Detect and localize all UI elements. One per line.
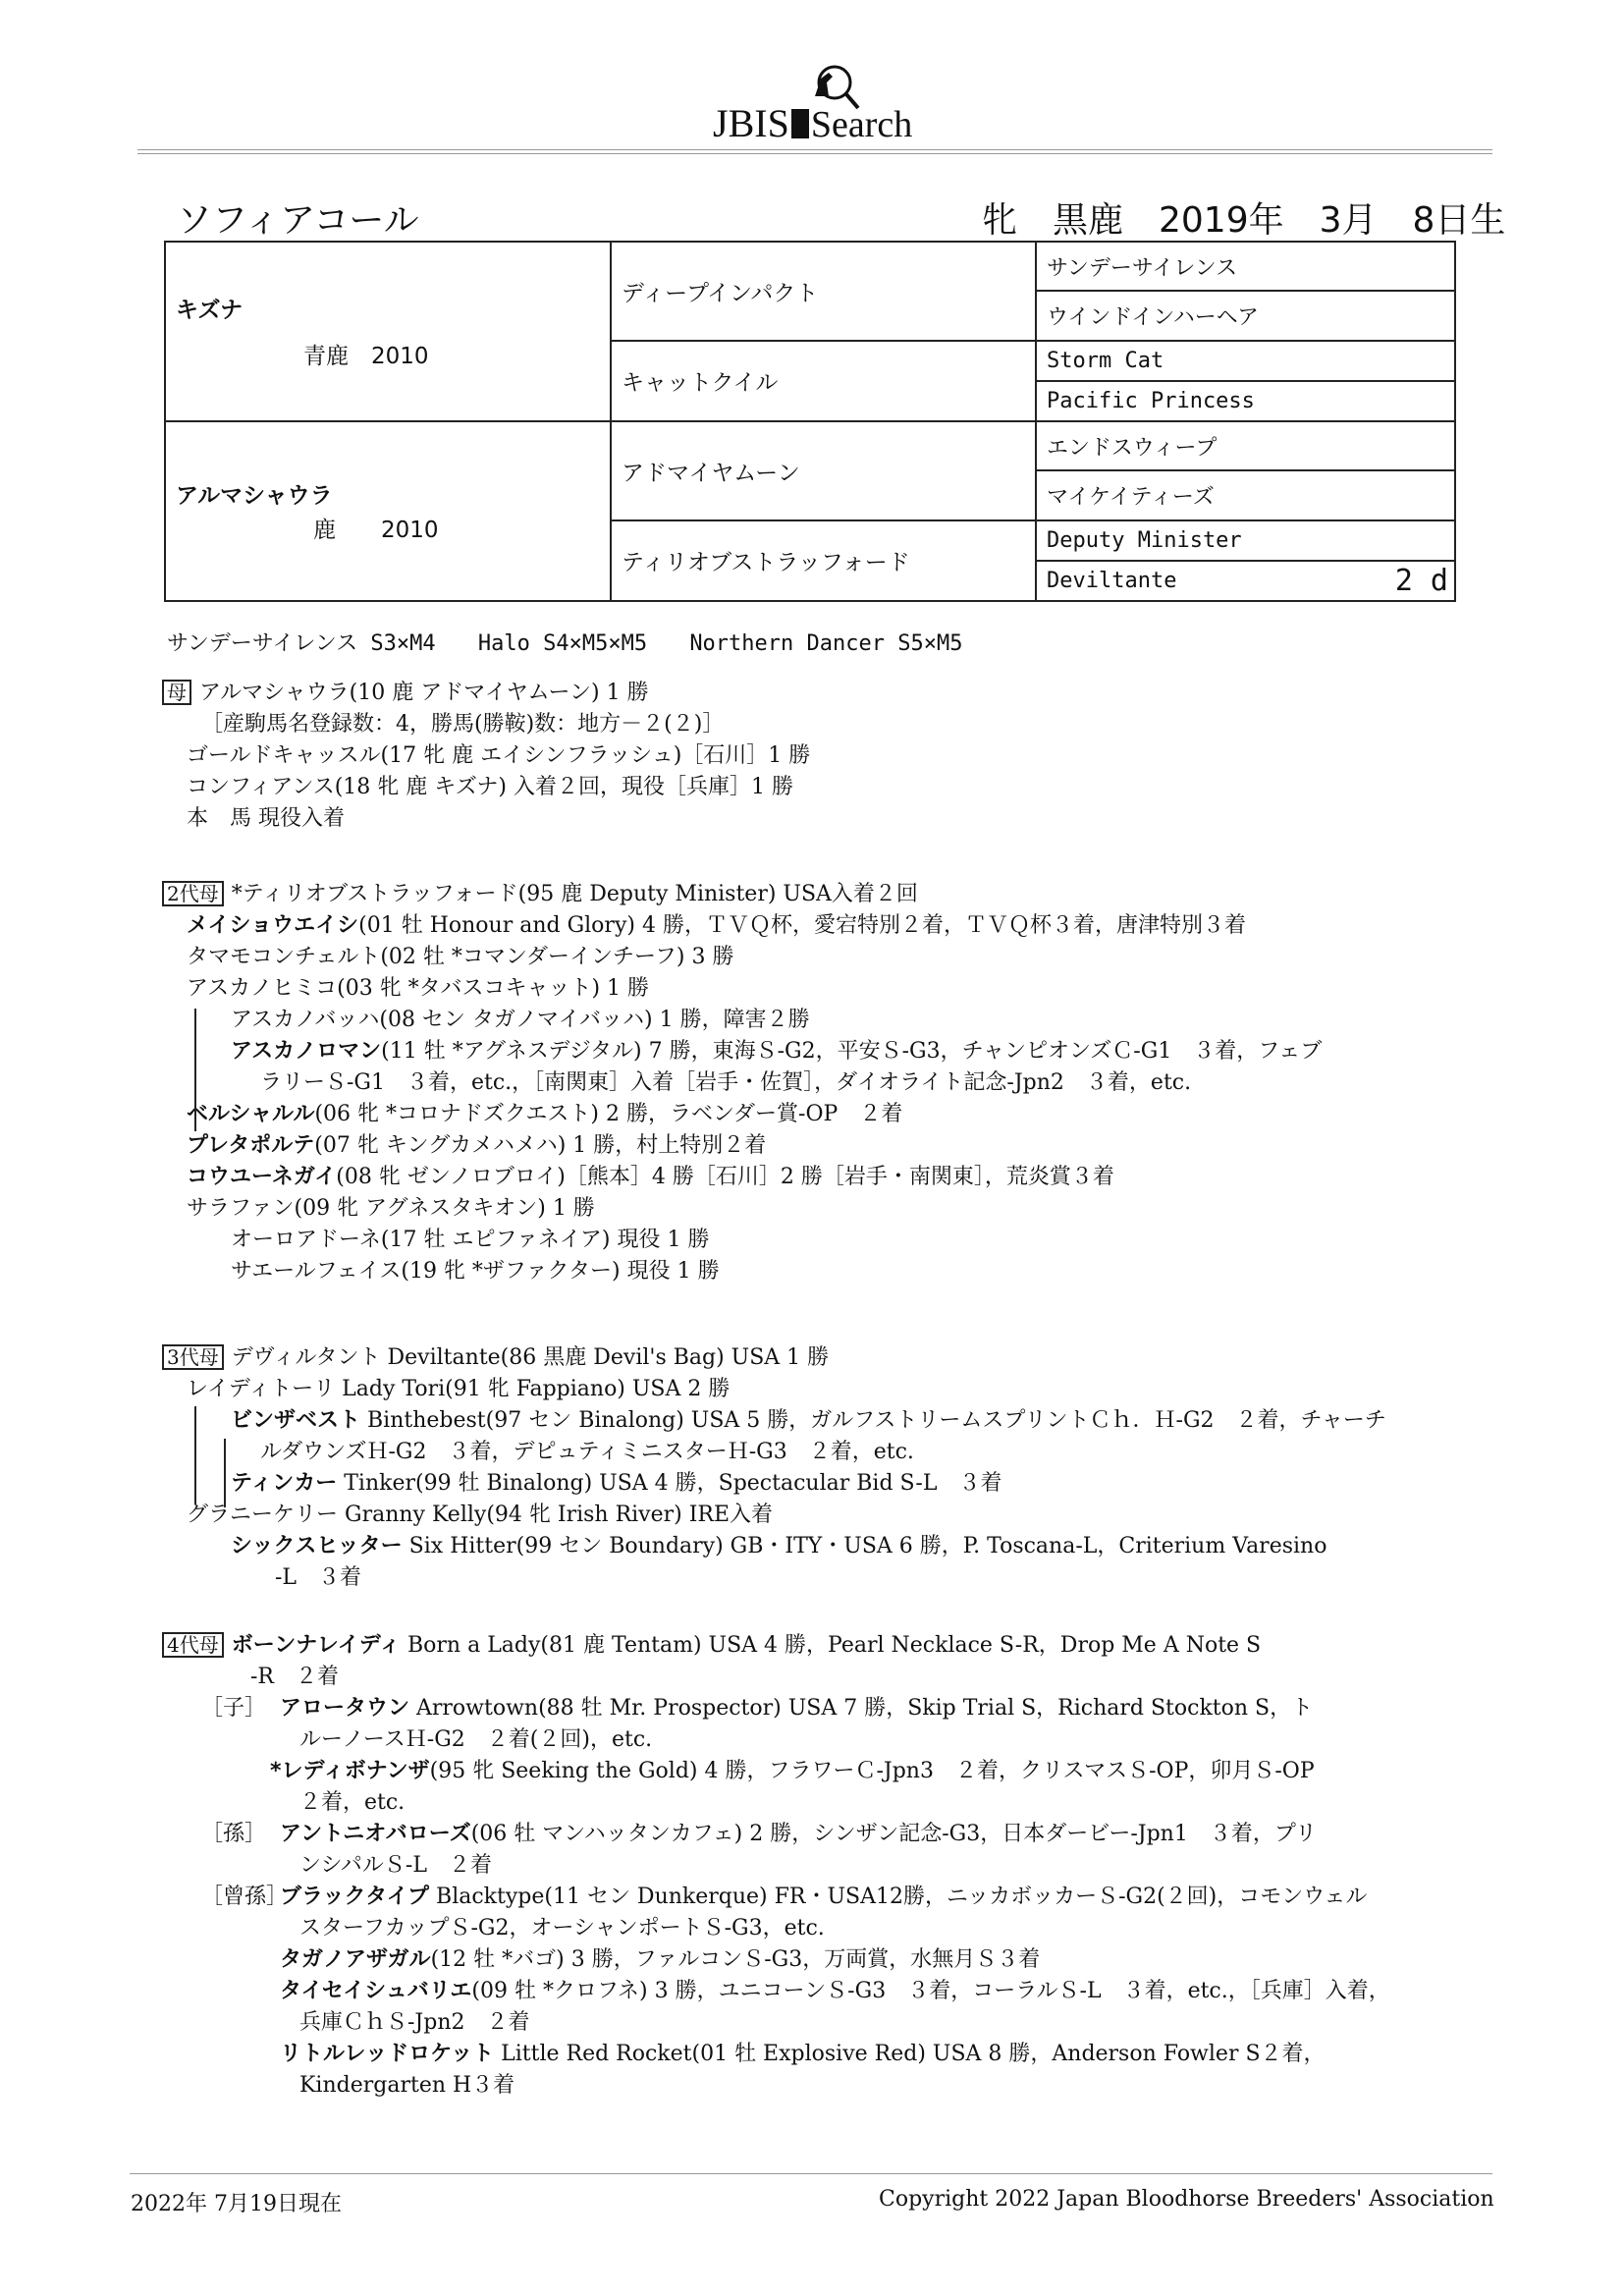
fourth-dam-head: Born a Lady(81 鹿 Tentam) USA 4 勝，Pearl Necklace S-R，Drop Me A Note S [401, 1633, 1262, 1658]
inbreeding-3: Northern Dancer S5×M5 [689, 631, 963, 656]
logo-text: JBIS Search [713, 101, 913, 145]
fourth-dam-head-cont: -R ２着 [250, 1665, 339, 1689]
dam-section [162, 678, 810, 835]
pedigree-mark: 2 d [1394, 564, 1448, 598]
sire-cell [165, 242, 611, 421]
second-dam-gfoal-2-cont: ラリーＳ-G1 ３着，etc.，［南関東］入着［岩手・佐賀］，ダイオライト記念-Jpn2 ３着，etc. [260, 1070, 1192, 1095]
great-grandchild-4-cont: Kindergarten H３着 [299, 2073, 515, 2098]
section-label-4th-dam: 4代母 [162, 1632, 224, 1658]
grandchild-1-cont: ンシパルＳ-L ２着 [299, 1853, 492, 1878]
third-dam-gfoal-3-cont: -L ３着 [275, 1565, 362, 1590]
third-dam-head: デヴィルタント Deviltante(86 黒鹿 Devil's Bag) USA 1 勝 [231, 1345, 830, 1370]
second-dam-gfoal-3: オーロアドーネ(17 牡 エピファネイア) 現役 1 勝 [231, 1228, 710, 1252]
section-label-3rd-dam: 3代母 [162, 1344, 224, 1370]
second-dam-gfoal-2: アスカノロマン(11 牡 *アグネスデジタル) 7 勝，東海Ｓ-G2，平安Ｓ-G3，チャンピオンズＣ-G1 ３着，フェブ [231, 1039, 1323, 1064]
second-dam-foal-4: ベルシャルル(06 牝 *コロナドズクエスト) 2 勝，ラベンダー賞-OP ２着 [187, 1102, 903, 1126]
second-dam-foal-1: メイショウエイシ(01 牡 Honour and Glory) 4 勝，ＴＶＱ杯，愛宕特別２着，ＴＶＱ杯３着，唐津特別３着 [187, 913, 1246, 938]
great-grandchild-4: リトルレッドロケット Little Red Rocket(01 牡 Explosive Red) USA 8 勝，Anderson Fowler S２着， [280, 2042, 1326, 2066]
sire-dam-cell: キャットクイル [611, 341, 1036, 421]
third-dam-gfoal-3: シックスヒッター Six Hitter(99 セン Boundary) GB・ITY・USA 6 勝，P. Toscana-L，Criterium Varesino [231, 1534, 1327, 1558]
dam-sire-cell: アドマイヤムーン [611, 421, 1036, 520]
ggp-5: エンドスウィープ [1036, 421, 1455, 470]
great-grandchild-2: タガノアザガル(12 牡 *バゴ) 3 勝，ファルコンＳ-G3，万両賞，水無月Ｓ３着 [280, 1947, 1041, 1972]
jbis-search-logo [687, 57, 943, 151]
grandchild-1: ［孫］ アントニオバローズ(06 牡 マンハッタンカフェ) 2 勝，シンザン記念-G3，日本ダービー-Jpn1 ３着，プリ [201, 1822, 1317, 1846]
second-dam-foal-3: アスカノヒミコ(03 牝 *タバスコキャット) 1 勝 [187, 976, 650, 1001]
child-1: ［子］ アロータウン Arrowtown(88 牡 Mr. Prospector) USA 7 勝，Skip Trial S，Richard Stockton S，ト [201, 1696, 1314, 1721]
dam-name: アルマシャウラ [176, 483, 333, 510]
third-dam-gfoal-2: ティンカー Tinker(99 牡 Binalong) USA 4 勝，Spectacular Bid S-L ３着 [231, 1471, 1002, 1496]
second-dam-gfoal-1: アスカノバッハ(08 セン タガノマイバッハ) 1 勝，障害２勝 [231, 1008, 810, 1032]
great-grandchild-1-cont: スターフカップＳ-G2，オーシャンポートＳ-G3，etc. [299, 1916, 825, 1941]
horse-info: 牝 黒鹿 2019年 3月 8日生 [982, 200, 1506, 241]
third-dam-section [162, 1342, 1386, 1594]
header-rule [137, 149, 1492, 150]
third-dam-gfoal-1: ビンザベスト Binthebest(97 セン Binalong) USA 5 勝，ガルフストリームスプリントＣｈ．Ｈ-G2 ２着，チャーチ [231, 1408, 1386, 1433]
ggp-4: Pacific Princess [1036, 381, 1455, 421]
ggp-1: サンデーサイレンス [1036, 242, 1455, 291]
sire-name: キズナ [176, 298, 244, 324]
dam-dam-cell: ティリオブストラッフォード [611, 520, 1036, 601]
child-2-cont: ２着，etc. [299, 1790, 406, 1815]
third-dam-gfoal-1-cont: ルダウンズＨ-G2 ３着，デピュティミニスターＨ-G3 ２着，etc. [260, 1440, 914, 1464]
dam-foal-2: コンフィアンス(18 牝 鹿 キズナ) 入着２回，現役［兵庫］1 勝 [187, 775, 793, 799]
dam-cell [165, 421, 611, 601]
inbreeding-line [167, 627, 992, 657]
ggp-7: Deputy Minister [1036, 520, 1455, 561]
footer-copyright: Copyright 2022 Japan Bloodhorse Breeders' Association [879, 2187, 1494, 2212]
dam-foal-1: ゴールドキャッスル(17 牝 鹿 エイシンフラッシュ)［石川］1 勝 [187, 743, 811, 768]
header-rule-2 [137, 153, 1492, 154]
inbreeding-1: サンデーサイレンス S3×M4 [167, 631, 436, 656]
horse-name: ソフィアコール [177, 200, 419, 241]
inbreeding-2: Halo S4×M5×M5 [477, 631, 648, 656]
great-grandchild-1: ［曾孫］ブラックタイプ Blacktype(11 セン Dunkerque) FR・USA12勝，ニッカボッカーＳ-G2(２回)，コモンウェル [201, 1885, 1368, 1909]
great-grandchild-3: タイセイシュバリエ(09 牡 *クロフネ) 3 勝，ユニコーンＳ-G3 ３着，コーラルＳ-L ３着，etc.，［兵庫］入着， [280, 1979, 1390, 2003]
footer-date: 2022年 7月19日現在 [131, 2192, 342, 2216]
ggp-6: マイケイティーズ [1036, 470, 1455, 519]
second-dam-foal-6: コウユーネガイ(08 牝 ゼンノロブロイ)［熊本］4 勝［石川］2 勝［岩手・南関東］，荒炎賞３着 [187, 1165, 1114, 1189]
fourth-dam-section: 4代母 ボーンナレイディ Born a Lady(81 鹿 Tentam) USA 4 勝，Pearl Necklace S-R，Drop Me A Note S -R ２着 ［子］ アロータウン Arrowtown(88 牡 Mr. Prospector) USA 7 勝，Skip Trial S，Richard Stockton S，ト ルーノースＨ-G2 ２着(２回)，etc. *レディボナンザ(95 牝 Seeking the Gold) 4 勝，フラワーＣ-Jpn3 ２着，クリスマスＳ-OP，卯月Ｓ-OP ２着，etc. ［孫］ アントニオバローズ(06 牡 マンハッタンカフェ) 2 勝，シンザン記念-G3，日本ダービー-Jpn1 ３着，プリ ンシパルＳ-L ２着 ［曾孫］ブラックタイプ Blacktype(11 セン Dunkerque) FR・USA12勝，ニッカボッカーＳ-G2(２回)，コモンウェル スターフカップＳ-G2，オーシャンポートＳ-G3，etc. タガノアザガル(12 牡 *バゴ) 3 勝，ファルコンＳ-G3，万両賞，水無月Ｓ３着 タイセイシュバリエ(09 牡 *クロフネ) 3 勝，ユニコーンＳ-G3 ３着，コーラルＳ-L ３着，etc.，［兵庫］入着， 兵庫ＣｈＳ-Jpn2 ２着 リトルレッドロケット Little Red Rocket(01 牡 Explosive Red) USA 8 勝，Anderson Fowler S２着， Kindergarten H３着 [162, 1630, 1390, 2102]
second-dam-foal-2: タマモコンチェルト(02 牡 *コマンダーインチーフ) 3 勝 [187, 945, 734, 969]
dam-info: 鹿 2010 [313, 518, 439, 544]
ggp-8: Deviltante 2 d [1036, 561, 1455, 601]
second-dam-foal-7: サラファン(09 牝 アグネスタキオン) 1 勝 [187, 1196, 595, 1221]
dam-foal-self: 本 馬 現役入着 [187, 806, 345, 831]
great-grandchild-3-cont: 兵庫ＣｈＳ-Jpn2 ２着 [299, 2010, 530, 2035]
tree-line-1 [194, 1009, 196, 1131]
tree-line-2 [194, 1406, 196, 1504]
footer-rule [130, 2173, 1492, 2174]
second-dam-section [162, 879, 1322, 1287]
dam-line: アルマシャウラ(10 鹿 アドマイヤムーン) 1 勝 [199, 681, 649, 705]
sire-info: 青鹿 2010 [303, 344, 429, 370]
third-dam-foal-1: レイディトーリ Lady Tori(91 牝 Fappiano) USA 2 勝 [187, 1377, 731, 1401]
second-dam-foal-5: プレタポルテ(07 牝 キングカメハメハ) 1 勝，村上特別２着 [187, 1133, 767, 1158]
child-1-cont: ルーノースＨ-G2 ２着(２回)，etc. [299, 1727, 653, 1752]
section-label-dam: 母 [162, 680, 191, 705]
ggp-2: ウインドインハーヘア [1036, 291, 1455, 340]
third-dam-foal-2: グラニーケリー Granny Kelly(94 牝 Irish River) IRE入着 [187, 1503, 774, 1527]
sire-sire-cell: ディープインパクト [611, 242, 1036, 341]
pedigree-table [164, 241, 1454, 602]
ggp-3: Storm Cat [1036, 341, 1455, 381]
tree-line-3 [224, 1439, 226, 1507]
section-label-2nd-dam: 2代母 [162, 881, 224, 906]
second-dam-head: *ティリオブストラッフォード(95 鹿 Deputy Minister) USA入着２回 [231, 882, 918, 906]
dam-stats: ［産駒馬名登録数：4，勝馬(勝鞍)数：地方－２(２)］ [201, 712, 725, 737]
second-dam-gfoal-4: サエールフェイス(19 牝 *ザファクター) 現役 1 勝 [231, 1259, 720, 1284]
child-2: *レディボナンザ(95 牝 Seeking the Gold) 4 勝，フラワーＣ-Jpn3 ２着，クリスマスＳ-OP，卯月Ｓ-OP [270, 1759, 1315, 1783]
